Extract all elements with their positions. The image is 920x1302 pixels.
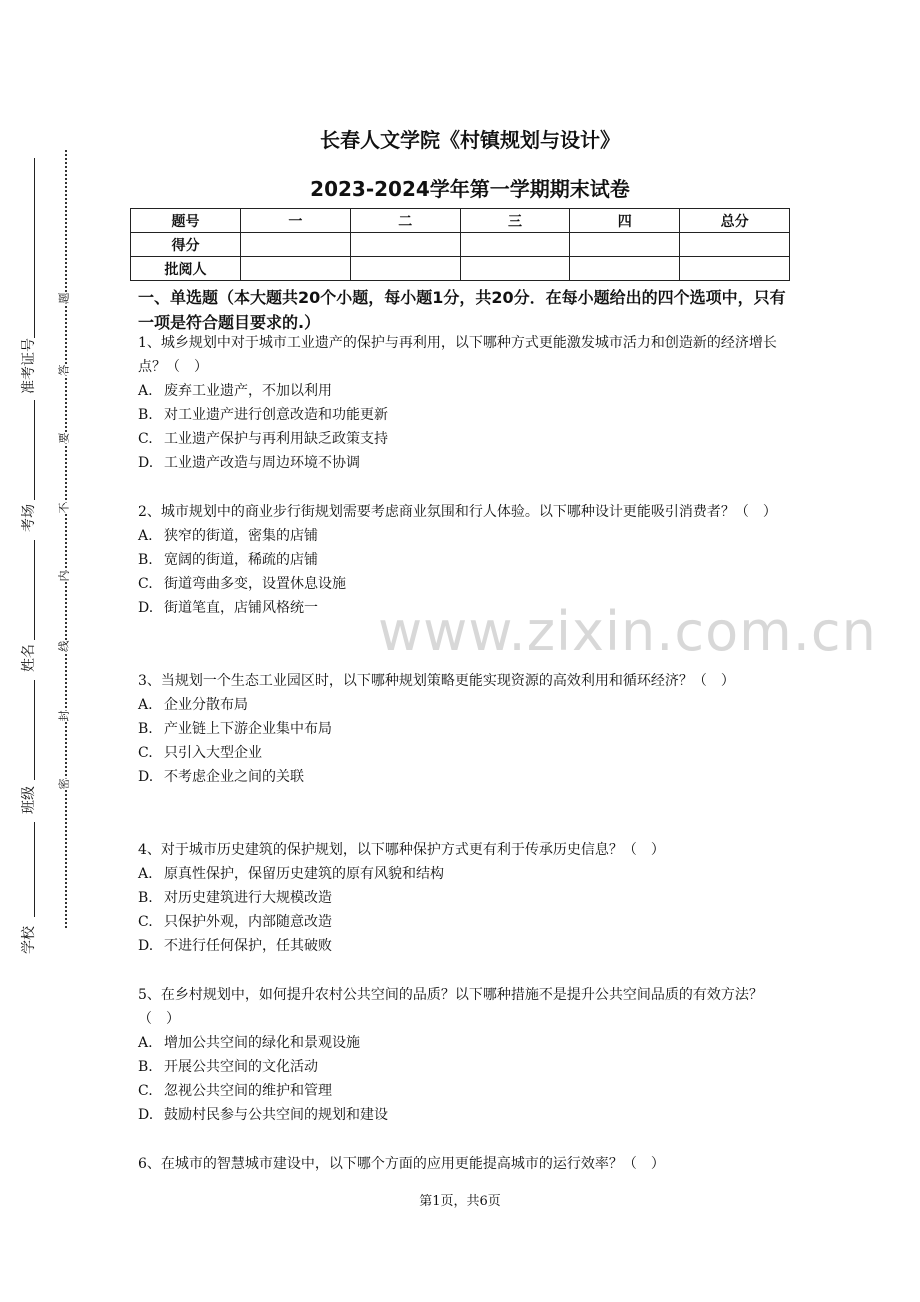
binding-label-name: 姓名: [21, 644, 37, 672]
option-text: 狭窄的街道，密集的店铺: [164, 528, 318, 544]
option-b[interactable]: [138, 886, 788, 910]
grader-input-cell[interactable]: [680, 257, 790, 281]
option-b[interactable]: [138, 403, 788, 427]
option-b[interactable]: [138, 548, 788, 572]
option-letter: B.: [138, 1059, 153, 1075]
score-input-cell[interactable]: [680, 233, 790, 257]
score-input-cell[interactable]: [350, 233, 460, 257]
option-letter: B.: [138, 721, 153, 737]
option-a[interactable]: [138, 693, 788, 717]
option-text: 不进行任何保护，任其破败: [164, 938, 332, 954]
option-text: 对历史建筑进行大规模改造: [164, 890, 332, 906]
option-text: 鼓励村民参与公共空间的规划和建设: [164, 1107, 388, 1123]
exam-subtitle: 2023-2024学年第一学期期末试卷: [310, 177, 630, 201]
seal-word: 封: [54, 711, 74, 722]
score-table: [130, 208, 790, 281]
table-cell: 批阅人: [131, 257, 241, 281]
option-text: 忽视公共空间的维护和管理: [164, 1083, 332, 1099]
grader-input-cell[interactable]: [460, 257, 570, 281]
option-letter: A.: [138, 697, 153, 713]
option-text: 宽阔的街道，稀疏的店铺: [164, 552, 318, 568]
table-cell: 三: [460, 209, 570, 233]
option-text: 增加公共空间的绿化和景观设施: [164, 1035, 360, 1051]
binding-line: [34, 680, 35, 780]
option-letter: B.: [138, 890, 153, 906]
table-cell: 题号: [131, 209, 241, 233]
seal-word: 密: [54, 779, 74, 790]
option-letter: A.: [138, 383, 153, 399]
option-text: 只引入大型企业: [164, 745, 262, 761]
option-text: 街道笔直，店铺风格统一: [164, 600, 318, 616]
option-letter: D.: [138, 1107, 154, 1123]
seal-word: 答: [54, 365, 74, 376]
table-cell: 四: [570, 209, 680, 233]
option-a[interactable]: [138, 524, 788, 548]
binding-label-exam-room: 考场: [21, 504, 37, 532]
seal-word: 题: [54, 293, 74, 304]
option-letter: B.: [138, 407, 153, 423]
option-c[interactable]: [138, 1079, 788, 1103]
question-stem: 4、对于城市历史建筑的保护规划，以下哪种保护方式更有利于传承历史信息？（ ）: [138, 842, 665, 858]
option-text: 不考虑企业之间的关联: [164, 769, 304, 785]
table-cell: 得分: [131, 233, 241, 257]
score-input-cell[interactable]: [241, 233, 351, 257]
binding-label-class: 班级: [21, 786, 37, 814]
seal-word: 不: [54, 503, 74, 514]
option-c[interactable]: [138, 910, 788, 934]
option-b[interactable]: [138, 1055, 788, 1079]
question-stem: 3、当规划一个生态工业园区时，以下哪种规划策略更能实现资源的高效利用和循环经济？（ ）: [138, 673, 735, 689]
option-letter: A.: [138, 528, 153, 544]
table-row: [131, 233, 790, 257]
option-text: 产业链上下游企业集中布局: [164, 721, 332, 737]
seal-dotted-line: [65, 150, 67, 928]
table-cell: 二: [350, 209, 460, 233]
option-c[interactable]: [138, 427, 788, 451]
question-stem: 1、城乡规划中对于城市工业遗产的保护与再利用，以下哪种方式更能激发城市活力和创造新的经济增长点？（ ）: [138, 335, 777, 375]
option-text: 企业分散布局: [164, 697, 248, 713]
option-letter: D.: [138, 600, 154, 616]
option-d[interactable]: [138, 451, 788, 475]
option-letter: A.: [138, 1035, 153, 1051]
option-c[interactable]: [138, 741, 788, 765]
option-text: 对工业遗产进行创意改造和功能更新: [164, 407, 388, 423]
grader-input-cell[interactable]: [350, 257, 460, 281]
option-b[interactable]: [138, 717, 788, 741]
option-letter: C.: [138, 576, 153, 592]
exam-title: 长春人文学院《村镇规划与设计》: [320, 128, 620, 152]
binding-label-exam-id: 准考证号: [21, 338, 37, 394]
option-letter: C.: [138, 914, 153, 930]
option-d[interactable]: [138, 934, 788, 958]
option-letter: B.: [138, 552, 153, 568]
grader-input-cell[interactable]: [241, 257, 351, 281]
option-text: 街道弯曲多变，设置休息设施: [164, 576, 346, 592]
grader-input-cell[interactable]: [570, 257, 680, 281]
question-stem: 2、城市规划中的商业步行街规划需要考虑商业氛围和行人体验。以下哪种设计更能吸引消费者？（ ）: [138, 504, 777, 520]
section-title: 一、单选题（本大题共20个小题，每小题1分，共20分．在每小题给出的四个选项中，只有一项是符合题目要求的.）: [138, 288, 786, 332]
option-text: 开展公共空间的文化活动: [164, 1059, 318, 1075]
option-letter: C.: [138, 745, 153, 761]
option-a[interactable]: [138, 379, 788, 403]
seal-word: 内: [54, 571, 74, 582]
question-5: [138, 983, 788, 1127]
question-4: [138, 838, 788, 958]
option-d[interactable]: [138, 765, 788, 789]
seal-word: 线: [54, 641, 74, 652]
question-1: [138, 331, 788, 475]
binding-line: [34, 822, 35, 917]
binding-line: [34, 540, 35, 640]
option-a[interactable]: [138, 862, 788, 886]
binding-label-school: 学校: [21, 926, 37, 954]
score-input-cell[interactable]: [460, 233, 570, 257]
option-letter: D.: [138, 938, 154, 954]
option-text: 只保护外观，内部随意改造: [164, 914, 332, 930]
option-text: 工业遗产改造与周边环境不协调: [164, 455, 360, 471]
option-a[interactable]: [138, 1031, 788, 1055]
option-letter: D.: [138, 769, 154, 785]
table-cell: 总分: [680, 209, 790, 233]
option-letter: D.: [138, 455, 154, 471]
page-footer: 第1页，共6页: [419, 1194, 501, 1209]
option-letter: A.: [138, 866, 153, 882]
option-text: 原真性保护，保留历史建筑的原有风貌和结构: [164, 866, 444, 882]
table-row: [131, 209, 790, 233]
question-stem: 6、在城市的智慧城市建设中，以下哪个方面的应用更能提高城市的运行效率？（ ）: [138, 1156, 665, 1172]
option-letter: C.: [138, 431, 153, 447]
table-cell: 一: [241, 209, 351, 233]
question-stem: 5、在乡村规划中，如何提升农村公共空间的品质？以下哪种措施不是提升公共空间品质的有效方法？（ ）: [138, 987, 763, 1027]
question-6: [138, 1152, 788, 1176]
binding-line: [34, 400, 35, 500]
option-text: 废弃工业遗产，不加以利用: [164, 383, 332, 399]
option-c[interactable]: [138, 572, 788, 596]
watermark: www.zixin.com.cn: [378, 600, 877, 663]
table-row: [131, 257, 790, 281]
option-letter: C.: [138, 1083, 153, 1099]
option-d[interactable]: [138, 1103, 788, 1127]
seal-word: 要: [54, 433, 74, 444]
question-3: [138, 669, 788, 789]
score-input-cell[interactable]: [570, 233, 680, 257]
option-text: 工业遗产保护与再利用缺乏政策支持: [164, 431, 388, 447]
